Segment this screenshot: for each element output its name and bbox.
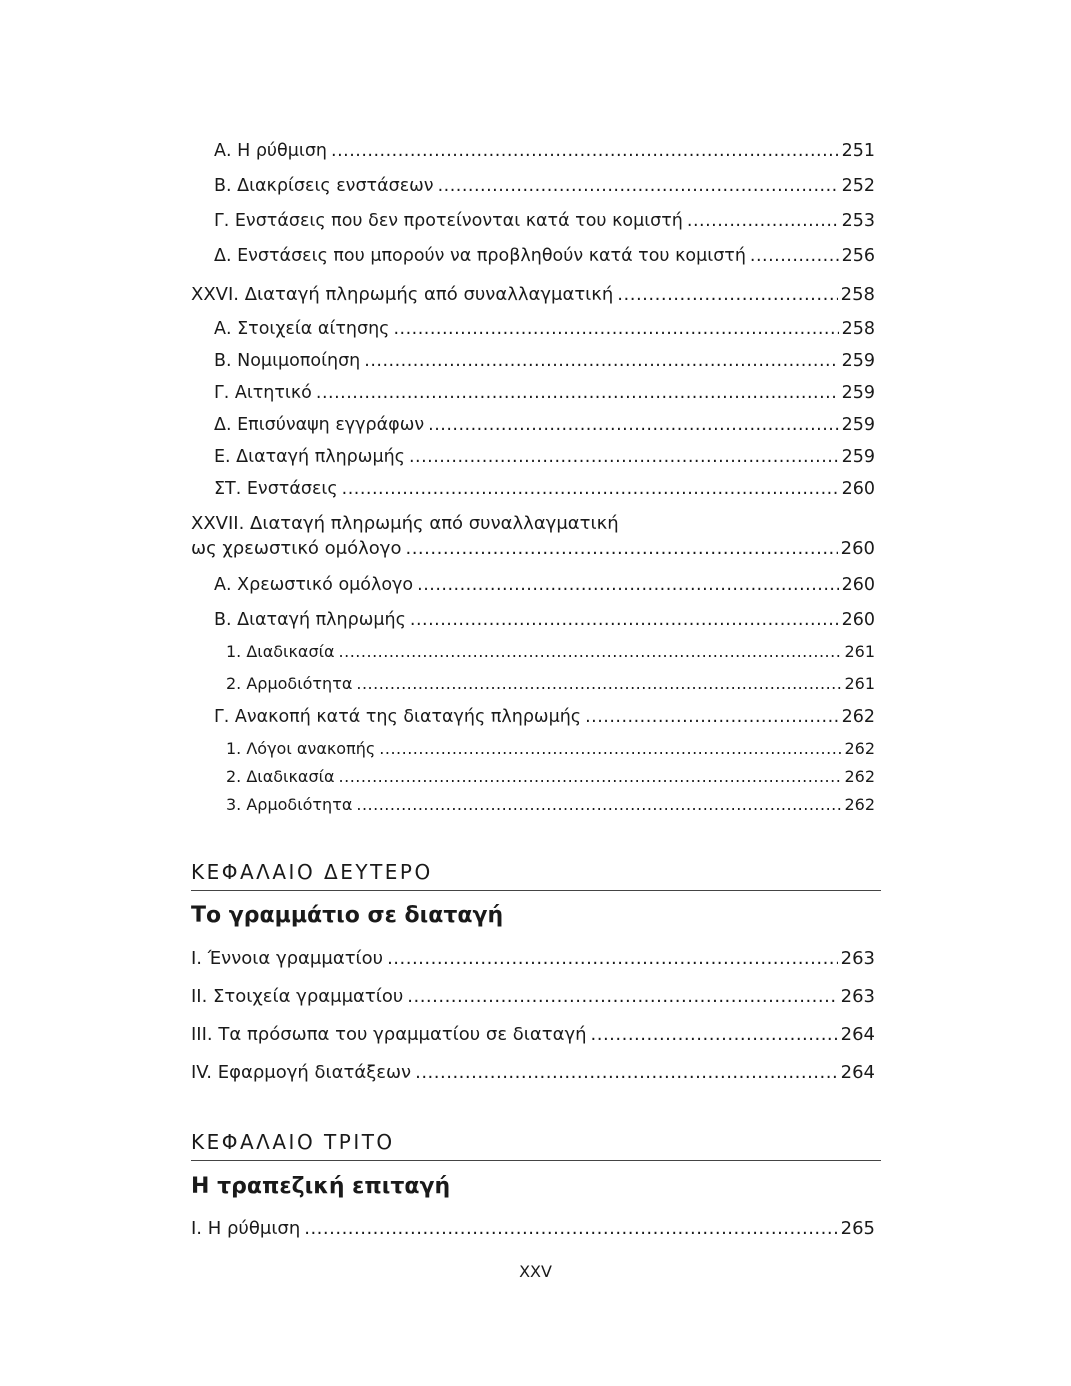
toc-entry[interactable] [191,986,875,1007]
toc-entry[interactable] [214,383,875,403]
leader-dots [331,141,839,161]
toc-entry-page: 265 [840,1218,875,1239]
toc-entry[interactable] [214,479,875,499]
toc-entry-title: I. Έννοια γραμματίου [191,948,384,969]
toc-entry-title-line1: XXVII. Διαταγή πληρωμής από συναλλαγματική [191,513,619,534]
toc-entry-page: 258 [841,319,875,339]
chapter-label: ΚΕΦΑΛΑΙΟ ΤΡΙΤΟ [191,1130,881,1161]
chapter-title: Η τραπεζική επιταγή [191,1174,451,1199]
toc-entry-title: Β. Διαταγή πληρωμής [214,610,406,630]
toc-entry-title: Β. Νομιμοποίηση [214,351,361,371]
toc-entry[interactable] [226,674,875,693]
toc-entry-page: 256 [841,246,875,266]
toc-entry[interactable] [191,1218,875,1239]
toc-entry-title: II. Στοιχεία γραμματίου [191,986,404,1007]
leader-dots [410,610,839,630]
toc-entry-page: 261 [844,642,875,661]
toc-entry-title: IV. Εφαρμογή διατάξεων [191,1062,412,1083]
toc-entry-title: Δ. Ενστάσεις που μπορούν να προβληθούν κατά του κομιστή [214,246,746,266]
toc-entry-title: Α. Στοιχεία αίτησης [214,319,390,339]
toc-entry-title: 2. Αρμοδιότητα [226,674,353,693]
leader-dots [405,538,837,559]
toc-entry-page: 264 [840,1062,875,1083]
toc-entry[interactable] [226,767,875,786]
leader-dots [316,383,839,403]
toc-entry[interactable] [191,948,875,969]
toc-entry-page: 258 [840,284,875,305]
leader-dots [379,739,841,758]
toc-entry-page: 264 [840,1024,875,1045]
leader-dots [339,642,842,661]
toc-entry-page: 260 [841,610,875,630]
toc-entry[interactable] [214,246,875,266]
toc-entry-title-line2: ως χρεωστικό ομόλογο [191,538,402,559]
leader-dots [356,795,841,814]
leader-dots [393,319,838,339]
toc-entry-page: 260 [840,538,875,559]
toc-entry[interactable] [214,415,875,435]
leader-dots [415,1062,838,1083]
leader-dots [304,1218,837,1239]
toc-entry-page: 263 [840,948,875,969]
toc-entry-page: 262 [844,739,875,758]
leader-dots [438,176,839,196]
toc-entry-page: 260 [841,575,875,595]
leader-dots [356,674,841,693]
page-number: XXV [519,1262,552,1281]
toc-entry-page: 260 [841,479,875,499]
toc-entry-title: Β. Διακρίσεις ενστάσεων [214,176,434,196]
toc-entry[interactable] [214,610,875,630]
leader-dots [417,575,838,595]
chapter-title: Το γραμμάτιο σε διαταγή [191,903,504,928]
toc-entry-page: 259 [841,415,875,435]
toc-entry-page: 261 [844,674,875,693]
leader-dots [591,1024,838,1045]
toc-entry-page: 253 [841,211,875,231]
leader-dots [364,351,838,371]
toc-entry[interactable] [214,176,875,196]
toc-entry[interactable] [214,575,875,595]
toc-entry[interactable] [214,447,875,467]
toc-entry[interactable] [214,141,875,161]
leader-dots [750,246,839,266]
toc-entry[interactable] [214,351,875,371]
toc-entry-page: 251 [841,141,875,161]
toc-entry-title: Γ. Αιτητικό [214,383,312,403]
toc-entry-title: 1. Λόγοι ανακοπής [226,739,376,758]
toc-entry-title: Α. Η ρύθμιση [214,141,327,161]
leader-dots [342,479,839,499]
toc-entry-page: 252 [841,176,875,196]
leader-dots [387,948,838,969]
toc-entry[interactable] [214,319,875,339]
toc-entry-title: Α. Χρεωστικό ομόλογο [214,575,414,595]
leader-dots [617,284,837,305]
toc-entry[interactable] [226,739,875,758]
toc-entry-page: 259 [841,447,875,467]
toc-entry[interactable] [191,1062,875,1083]
toc-entry-title: Ε. Διαταγή πληρωμής [214,447,405,467]
toc-entry-page: 262 [841,707,875,727]
leader-dots [409,447,839,467]
toc-entry-page: 259 [841,351,875,371]
toc-entry-title: Γ. Ανακοπή κατά της διαταγής πληρωμής [214,707,582,727]
toc-entry-title: III. Τα πρόσωπα του γραμματίου σε διαταγή [191,1024,587,1045]
toc-entry[interactable] [191,1024,875,1045]
leader-dots [585,707,839,727]
toc-entry-title: ΣΤ. Ενστάσεις [214,479,338,499]
toc-entry[interactable] [191,284,875,305]
toc-entry-title: I. Η ρύθμιση [191,1218,301,1239]
toc-entry-title: Δ. Επισύναψη εγγράφων [214,415,425,435]
leader-dots [407,986,837,1007]
toc-entry-title: XXVI. Διαταγή πληρωμής από συναλλαγματική [191,284,614,305]
toc-entry-title: 2. Διαδικασία [226,767,335,786]
toc-entry[interactable] [214,211,875,231]
toc-entry[interactable] [226,642,875,661]
toc-entry-page: 259 [841,383,875,403]
toc-entry-xxvii[interactable] [191,513,875,559]
toc-entry[interactable] [226,795,875,814]
toc-entry-title: Γ. Ενστάσεις που δεν προτείνονται κατά του κομιστή [214,211,683,231]
toc-entry[interactable] [214,707,875,727]
leader-dots [687,211,839,231]
chapter-label: ΚΕΦΑΛΑΙΟ ΔΕΥΤΕΡΟ [191,860,881,891]
toc-entry-page: 262 [844,767,875,786]
toc-entry-title: 1. Διαδικασία [226,642,335,661]
leader-dots [339,767,842,786]
leader-dots [428,415,838,435]
toc-entry-page: 262 [844,795,875,814]
toc-entry-page: 263 [840,986,875,1007]
toc-entry-line2 [191,538,875,559]
toc-entry-title: 3. Αρμοδιότητα [226,795,353,814]
